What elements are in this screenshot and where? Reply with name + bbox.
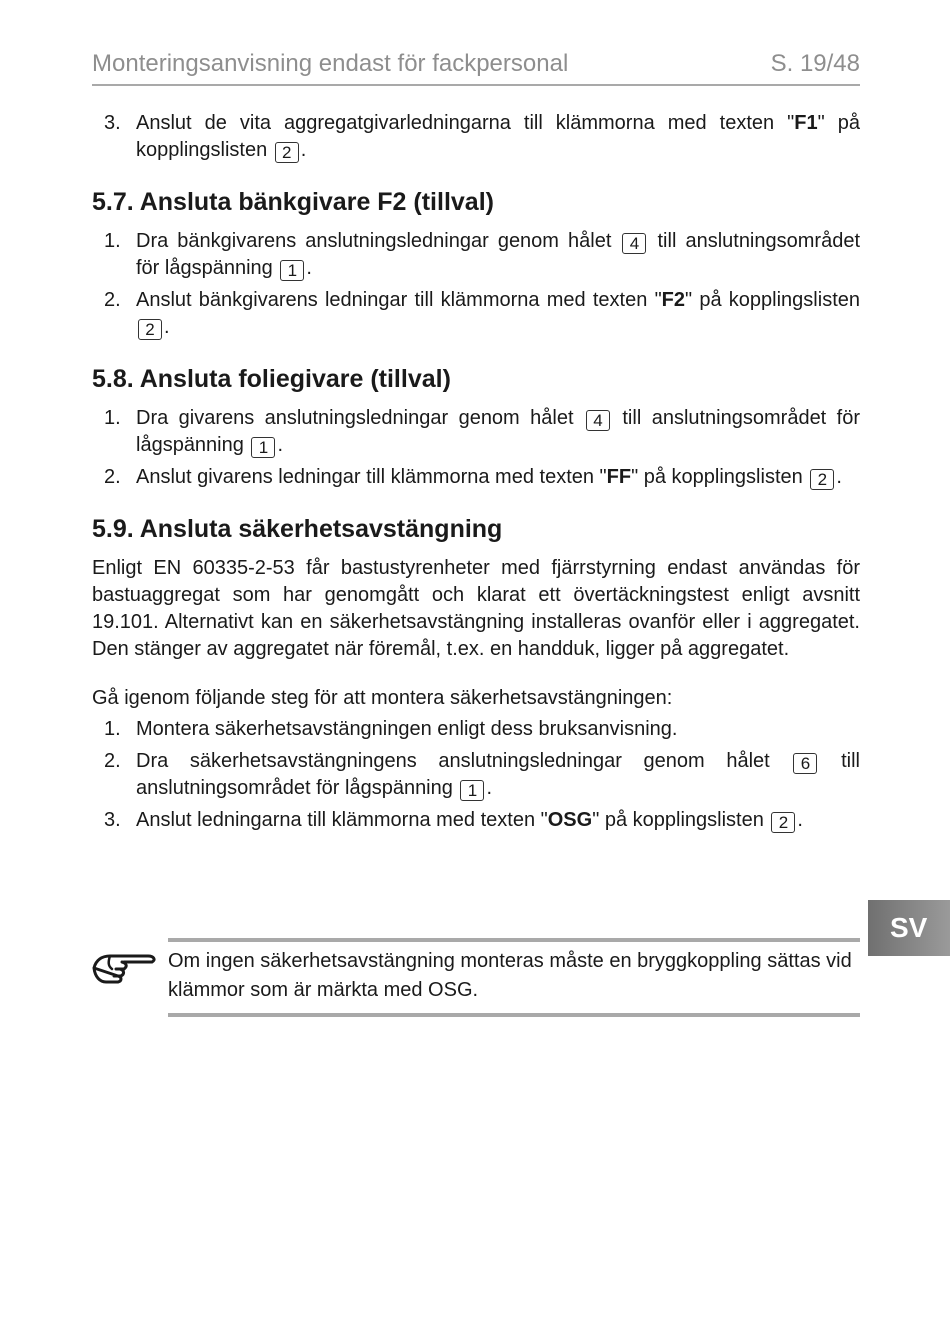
list-item: 2. Anslut givarens ledningar till klämmorna med texten "FF" på kopplingslisten 2 . — [104, 466, 842, 489]
language-tab: SV — [868, 900, 950, 956]
note-callout — [92, 938, 860, 1012]
reference-number-box: 2 — [771, 812, 795, 833]
document-title: Monteringsanvisning endast för fackpersonal — [92, 50, 569, 77]
section-5-8-steps — [92, 405, 860, 491]
list-item: 3. Anslut ledningarna till klämmorna med texten "OSG" på kopplingslisten 2 . — [104, 809, 803, 832]
reference-number-box: 4 — [622, 233, 646, 254]
page-content — [92, 110, 860, 839]
steps-intro: Gå igenom följande steg för att montera säkerhetsavstängningen: — [92, 687, 673, 709]
section-heading: 5.8. Ansluta foliegivare (tillval) — [92, 365, 451, 393]
continued-step-list — [92, 110, 860, 164]
section-heading: 5.7. Ansluta bänkgivare F2 (tillval) — [92, 188, 494, 216]
reference-number-box: 1 — [280, 260, 304, 281]
reference-number-box: 2 — [810, 469, 834, 490]
section-paragraph: Enligt EN 60335-2-53 får bastustyrenheter med fjärrstyrning endast användas för bastuaggregat som har genomgått och klarat ett övertäckningstest enligt avsnitt 19.101. Alternativt kan en säkerhetsavstängning installeras ovanför eller i aggregatet. Den stänger av aggregatet när föremål, t.ex. en handduk, ligger på aggregatet. — [92, 557, 860, 660]
reference-number-box: 6 — [793, 753, 817, 774]
list-item: 2. Anslut bänkgivarens ledningar till klämmorna med texten "F2" på kopplingslisten 2 . — [104, 289, 860, 339]
section-heading: 5.9. Ansluta säkerhetsavstängning — [92, 515, 503, 543]
list-item: 1. Dra givarens anslutningsledningar genom hålet 4 till anslutningsområdet för lågspänning 1 . — [104, 407, 861, 457]
section-5-7-steps — [92, 228, 860, 341]
reference-number-box: 2 — [275, 142, 299, 163]
list-item: 3. Anslut de vita aggregatgivarledningarna till klämmorna med texten "F1" på kopplingslisten 2 . — [104, 112, 860, 162]
list-item: 1. Montera säkerhetsavstängningen enligt dess bruksanvisning. — [104, 718, 678, 740]
page-header — [92, 46, 860, 86]
list-item: 1. Dra bänkgivarens anslutningsledningar genom hålet 4 till anslutningsområdet för lågspänning 1 . — [104, 230, 860, 280]
reference-number-box: 4 — [586, 410, 610, 431]
page-number: S. 19/48 — [770, 50, 860, 77]
list-item: 2. Dra säkerhetsavstängningens anslutningsledningar genom hålet 6 till anslutningsområdet för lågspänning 1 . — [104, 750, 860, 800]
pointing-hand-icon — [92, 946, 160, 988]
reference-number-box: 1 — [251, 437, 275, 458]
reference-number-box: 2 — [138, 319, 162, 340]
note-text: Om ingen säkerhetsavstängning monteras måste en bryggkoppling sättas vid klämmor som är märkta med OSG. — [168, 938, 860, 1017]
section-5-9-steps — [92, 716, 860, 834]
reference-number-box: 1 — [460, 780, 484, 801]
